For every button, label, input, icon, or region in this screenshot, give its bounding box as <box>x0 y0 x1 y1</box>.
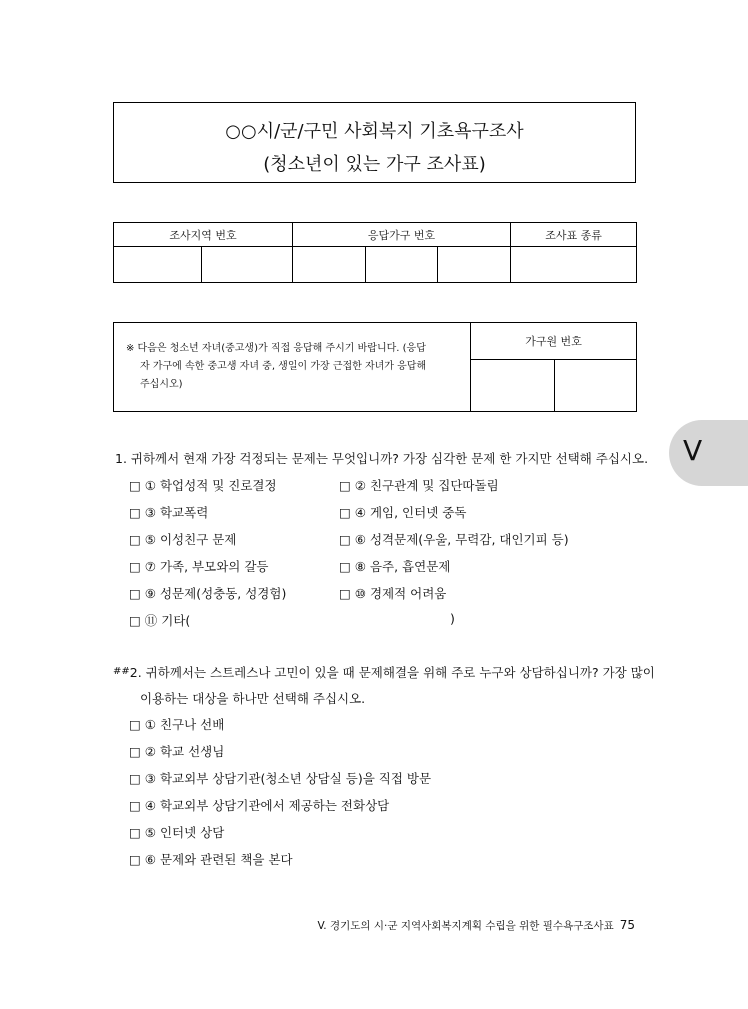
question-2-line-1 <box>113 663 655 681</box>
survey-subtitle: (청소년이 있는 가구 조사표) <box>263 154 486 175</box>
member-number-cell-1[interactable] <box>471 360 555 412</box>
member-number-header: 가구원 번호 <box>471 323 637 360</box>
q2-option-6[interactable]: □ ⑥ 문제와 관련된 책을 본다 <box>129 852 293 867</box>
q2-option-2[interactable]: □ ② 학교 선생님 <box>129 744 225 759</box>
instruction-line-1: ※ 다음은 청소년 자녀(중고생)가 직접 응답해 주시기 바랍니다. (응답 <box>126 343 426 354</box>
survey-title: ○○시/군/구민 사회복지 기초욕구조사 <box>225 121 524 142</box>
household-number-cell-2[interactable] <box>366 247 438 283</box>
question-1: 1. 귀하께서 현재 가장 걱정되는 문제는 무엇입니까? 가장 심각한 문제 한 가지만 선택해 주십시오. <box>115 451 649 466</box>
instruction-table <box>113 322 637 412</box>
instruction-note <box>114 323 471 412</box>
q1-option-3[interactable]: □ ③ 학교폭력 <box>129 505 209 520</box>
instruction-line-2: 자 가구에 속한 중고생 자녀 중, 생일이 가장 근접한 자녀가 응답해 <box>140 361 427 372</box>
page-number: 75 <box>619 918 635 932</box>
q1-option-1[interactable]: □ ① 학업성적 및 진로결정 <box>129 478 277 493</box>
survey-title-box <box>113 102 636 183</box>
question-2-marker: ## <box>113 666 130 677</box>
q1-option-6[interactable]: □ ⑥ 성격문제(우울, 무력감, 대인기피 등) <box>339 532 569 547</box>
q2-option-4[interactable]: □ ④ 학교외부 상담기관에서 제공하는 전화상담 <box>129 798 390 813</box>
q1-option-4[interactable]: □ ④ 게임, 인터넷 중독 <box>339 505 467 520</box>
q2-option-5[interactable]: □ ⑤ 인터넷 상담 <box>129 825 225 840</box>
q2-option-1[interactable]: □ ① 친구나 선배 <box>129 717 225 732</box>
q1-option-5[interactable]: □ ⑤ 이성친구 문제 <box>129 532 237 547</box>
form-type-header: 조사표 종류 <box>511 223 637 247</box>
q1-option-10[interactable]: □ ⑩ 경제적 어려움 <box>339 586 447 601</box>
q1-option-9[interactable]: □ ⑨ 성문제(성충동, 성경험) <box>129 586 287 601</box>
q1-option-7[interactable]: □ ⑦ 가족, 부모와의 갈등 <box>129 559 269 574</box>
question-2-text: 2. 귀하께서는 스트레스나 고민이 있을 때 문제해결을 위해 주로 누구와 상담하십니까? 가장 많이 <box>129 665 655 680</box>
chapter-tab <box>669 420 748 486</box>
household-number-cell-3[interactable] <box>438 247 511 283</box>
id-number-table <box>113 222 637 283</box>
chapter-tab-label: V <box>683 434 703 467</box>
footer-running-title: V. 경기도의 시·군 지역사회복지계획 수립을 위한 필수욕구조사표 <box>317 920 614 932</box>
region-number-cell-1[interactable] <box>114 247 202 283</box>
region-number-cell-2[interactable] <box>202 247 293 283</box>
member-number-cell-2[interactable] <box>555 360 637 412</box>
household-number-cell-1[interactable] <box>293 247 366 283</box>
region-number-header: 조사지역 번호 <box>114 223 293 247</box>
page-footer <box>317 918 635 933</box>
q2-option-3[interactable]: □ ③ 학교외부 상담기관(청소년 상담실 등)을 직접 방문 <box>129 771 432 786</box>
household-number-header: 응답가구 번호 <box>293 223 511 247</box>
instruction-line-3: 주십시오) <box>140 379 183 390</box>
q1-option-11[interactable]: □ ⑪ 기타( <box>129 613 191 628</box>
q1-option-11-close: ) <box>450 611 455 626</box>
question-2-line-2: 이용하는 대상을 하나만 선택해 주십시오. <box>140 691 366 706</box>
q1-option-2[interactable]: □ ② 친구관계 및 집단따돌림 <box>339 478 499 493</box>
form-type-cell[interactable] <box>511 247 637 283</box>
q1-option-8[interactable]: □ ⑧ 음주, 흡연문제 <box>339 559 451 574</box>
